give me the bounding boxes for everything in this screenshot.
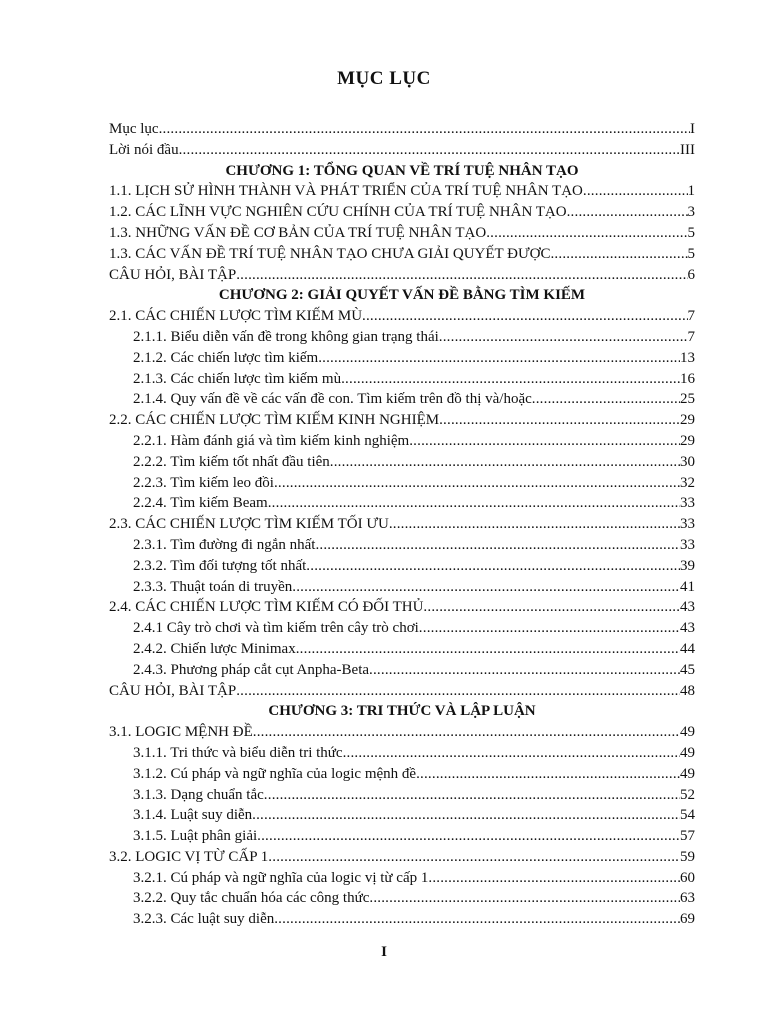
toc-entry[interactable]	[109, 140, 695, 161]
toc-subentry[interactable]	[109, 473, 695, 494]
toc-subentry[interactable]	[109, 764, 695, 785]
toc-entry-label: 2.1.1. Biểu diễn vấn đề trong không gian trạng thái	[133, 328, 439, 345]
toc-entry-page-number: 41	[680, 578, 695, 595]
dot-leader	[423, 597, 680, 618]
toc-entry-label: 2.2.4. Tìm kiếm Beam	[133, 495, 268, 512]
toc-entry-label: 1.2. CÁC LĨNH VỰC NGHIÊN CỨU CHÍNH CỦA TRÍ TUỆ NHÂN TẠO	[109, 204, 567, 221]
toc-entry-page-number: III	[680, 141, 695, 158]
toc-entry-label: 2.3.2. Tìm đối tượng tốt nhất	[133, 557, 307, 574]
toc-entry-label: 3.2. LOGIC VỊ TỪ CẤP 1	[109, 848, 269, 865]
dot-leader	[389, 514, 680, 535]
toc-subentry[interactable]	[109, 888, 695, 909]
toc-entry-label: 3.1.4. Luật suy diễn	[133, 807, 253, 824]
toc-entry-page-number: 25	[680, 391, 695, 408]
toc-entry-page-number: 3	[687, 204, 695, 221]
dot-leader	[341, 369, 680, 390]
toc-entry-label: Mục lục	[109, 121, 159, 137]
toc-entry-page-number: 16	[680, 370, 695, 387]
toc-subentry[interactable]	[109, 660, 695, 681]
dot-leader	[274, 473, 680, 494]
dot-leader	[257, 826, 680, 847]
toc-entry-label: 2.1.4. Quy vấn đề về các vấn đề con. Tìm kiếm trên đồ thị và/hoặc	[133, 391, 532, 408]
toc-entry-page-number: 49	[680, 765, 695, 782]
toc-entry-page-number: 13	[680, 349, 695, 366]
toc-subentry[interactable]	[109, 369, 695, 390]
toc-entry[interactable]	[109, 223, 695, 244]
toc-entry-page-number: 49	[680, 724, 695, 741]
toc-entry-page-number: 1	[687, 183, 695, 200]
toc-entry-label: 2.4.2. Chiến lược Minimax	[133, 640, 296, 657]
toc-entry[interactable]	[109, 514, 695, 535]
toc-entry-page-number: 69	[680, 911, 695, 928]
toc-entry-page-number: 52	[680, 786, 695, 803]
toc-entry-page-number: 32	[680, 474, 695, 491]
toc-subentry[interactable]	[109, 431, 695, 452]
dot-leader	[252, 805, 680, 826]
toc-entry[interactable]	[109, 202, 695, 223]
dot-leader	[369, 888, 680, 909]
page-number: I	[381, 944, 387, 960]
toc-entry-page-number: 5	[687, 224, 695, 241]
toc-subentry[interactable]	[109, 577, 695, 598]
toc-entry[interactable]	[109, 181, 695, 202]
dot-leader	[236, 681, 680, 702]
chapter-heading: CHƯƠNG 3: TRI THỨC VÀ LẬP LUẬN	[268, 703, 536, 720]
toc-entry-page-number: 30	[680, 453, 695, 470]
toc-entry-page-number: 7	[687, 308, 695, 325]
toc-subentry[interactable]	[109, 327, 695, 348]
dot-leader	[439, 327, 688, 348]
toc-subentry[interactable]	[109, 535, 695, 556]
toc-entry-page-number: 48	[680, 682, 695, 699]
toc-entry-page-number: 60	[680, 869, 695, 886]
dot-leader	[330, 452, 680, 473]
dot-leader	[315, 535, 680, 556]
toc-entry-page-number: 5	[687, 245, 695, 262]
toc-entry-label: CÂU HỎI, BÀI TẬP	[109, 266, 237, 283]
toc-entry-label: 2.4.3. Phương pháp cắt cụt Anpha-Beta	[133, 661, 370, 678]
toc-entry-label: 2.3. CÁC CHIẾN LƯỢC TÌM KIẾM TỐI ƯU	[109, 516, 389, 533]
toc-entry-label: 2.4. CÁC CHIẾN LƯỢC TÌM KIẾM CÓ ĐỐI THỦ	[109, 599, 424, 616]
dot-leader	[439, 410, 680, 431]
toc-entry-page-number: 43	[680, 599, 695, 616]
dot-leader	[428, 868, 680, 889]
toc-entry[interactable]	[109, 722, 695, 743]
dot-leader	[318, 348, 680, 369]
toc-entry-page-number: 59	[680, 848, 695, 865]
toc-entry[interactable]	[109, 681, 695, 702]
page-title: MỤC LỤC	[337, 68, 431, 89]
toc-entry[interactable]	[109, 306, 695, 327]
toc-entry-page-number: 45	[680, 661, 695, 678]
dot-leader	[306, 556, 680, 577]
toc-subentry[interactable]	[109, 452, 695, 473]
toc-entry[interactable]	[109, 265, 695, 286]
toc-entry-label: 2.3.1. Tìm đường đi ngắn nhất	[133, 536, 316, 553]
toc-entry-page-number: 29	[680, 432, 695, 449]
dot-leader	[236, 265, 687, 286]
toc-entry-page-number: 33	[680, 495, 695, 512]
dot-leader	[409, 431, 680, 452]
table-of-contents	[109, 119, 695, 930]
toc-entry-label: 1.3. CÁC VẤN ĐỀ TRÍ TUỆ NHÂN TẠO CHƯA GIẢI QUYẾT ĐƯỢC	[109, 245, 551, 262]
toc-entry-label: 2.1.3. Các chiến lược tìm kiếm mù	[133, 370, 342, 387]
toc-entry-page-number: 54	[680, 807, 695, 824]
dot-leader	[550, 244, 687, 265]
toc-entry-page-number: 57	[680, 828, 695, 845]
toc-entry[interactable]	[109, 244, 695, 265]
chapter-heading: CHƯƠNG 2: GIẢI QUYẾT VẤN ĐỀ BẰNG TÌM KIẾM	[218, 287, 586, 304]
dot-leader	[268, 493, 680, 514]
toc-entry-label: Lời nói đầu	[109, 141, 179, 158]
toc-entry-label: 2.2.3. Tìm kiếm leo đồi	[133, 474, 274, 491]
toc-entry[interactable]	[109, 119, 695, 140]
toc-entry[interactable]	[109, 410, 695, 431]
dot-leader	[343, 743, 680, 764]
dot-leader	[253, 722, 680, 743]
toc-subentry[interactable]	[109, 909, 695, 930]
toc-entry[interactable]	[109, 597, 695, 618]
toc-entry-label: 2.2.2. Tìm kiếm tốt nhất đầu tiên	[133, 453, 330, 470]
toc-entry-label: 2.4.1 Cây trò chơi và tìm kiếm trên cây trò chơi	[133, 620, 419, 637]
toc-entry-page-number: 49	[680, 744, 695, 761]
toc-entry-label: CÂU HỎI, BÀI TẬP	[109, 682, 237, 699]
toc-entry-label: 3.2.1. Cú pháp và ngữ nghĩa của logic vị từ cấp 1	[133, 869, 429, 886]
toc-entry-page-number: I	[690, 121, 695, 137]
toc-entry-label: 1.3. NHỮNG VẤN ĐỀ CƠ BẢN CỦA TRÍ TUỆ NHÂN TẠO	[109, 224, 487, 241]
toc-entry-page-number: 33	[680, 536, 695, 553]
toc-subentry[interactable]	[109, 389, 695, 410]
dot-leader	[416, 764, 680, 785]
toc-subentry[interactable]	[109, 348, 695, 369]
dot-leader	[583, 181, 688, 202]
toc-entry-label: 2.3.3. Thuật toán di truyền	[133, 578, 293, 595]
toc-entry-label: 3.2.2. Quy tắc chuẩn hóa các công thức	[133, 890, 370, 907]
dot-leader	[296, 639, 680, 660]
dot-leader	[362, 306, 687, 327]
toc-entry-page-number: 7	[687, 328, 695, 345]
dot-leader	[159, 119, 690, 140]
toc-subentry[interactable]	[109, 868, 695, 889]
toc-entry-page-number: 39	[680, 557, 695, 574]
toc-entry-page-number: 43	[680, 620, 695, 637]
dot-leader	[264, 785, 680, 806]
toc-entry-label: 2.2.1. Hàm đánh giá và tìm kiếm kinh nghiệm	[133, 432, 410, 449]
toc-entry-label: 3.2.3. Các luật suy diễn	[133, 911, 275, 928]
dot-leader	[179, 140, 680, 161]
dot-leader	[268, 847, 680, 868]
dot-leader	[567, 202, 688, 223]
toc-entry-label: 2.1. CÁC CHIẾN LƯỢC TÌM KIẾM MÙ	[109, 308, 363, 325]
toc-entry-page-number: 63	[680, 890, 695, 907]
toc-entry-label: 3.1.1. Tri thức và biểu diễn tri thức	[133, 744, 343, 761]
toc-entry-page-number: 33	[680, 516, 695, 533]
dot-leader	[274, 909, 680, 930]
toc-entry-label: 2.1.2. Các chiến lược tìm kiếm	[133, 349, 319, 366]
toc-entry-label: 2.2. CÁC CHIẾN LƯỢC TÌM KIẾM KINH NGHIỆM	[109, 412, 440, 429]
toc-subentry[interactable]	[109, 493, 695, 514]
toc-subentry[interactable]	[109, 785, 695, 806]
toc-entry-label: 3.1. LOGIC MỆNH ĐỀ	[109, 724, 253, 741]
toc-entry-page-number: 44	[680, 640, 695, 657]
dot-leader	[419, 618, 680, 639]
chapter-heading: CHƯƠNG 1: TỔNG QUAN VỀ TRÍ TUỆ NHÂN TẠO	[225, 162, 579, 179]
toc-subentry[interactable]	[109, 826, 695, 847]
toc-subentry[interactable]	[109, 618, 695, 639]
toc-entry-label: 1.1. LỊCH SỬ HÌNH THÀNH VÀ PHÁT TRIỂN CỦA TRÍ TUỆ NHÂN TẠO	[109, 183, 583, 200]
toc-entry[interactable]	[109, 847, 695, 868]
toc-entry-label: 3.1.2. Cú pháp và ngữ nghĩa của logic mệnh đề	[133, 765, 417, 782]
dot-leader	[486, 223, 687, 244]
toc-entry-page-number: 6	[687, 266, 695, 283]
toc-subentry[interactable]	[109, 556, 695, 577]
toc-subentry[interactable]	[109, 743, 695, 764]
dot-leader	[292, 577, 680, 598]
toc-entry-label: 3.1.5. Luật phân giải	[133, 828, 258, 845]
toc-subentry[interactable]	[109, 805, 695, 826]
toc-entry-page-number: 29	[680, 412, 695, 429]
dot-leader	[369, 660, 680, 681]
toc-entry-label: 3.1.3. Dạng chuẩn tắc	[133, 786, 264, 803]
toc-subentry[interactable]	[109, 639, 695, 660]
dot-leader	[532, 389, 680, 410]
